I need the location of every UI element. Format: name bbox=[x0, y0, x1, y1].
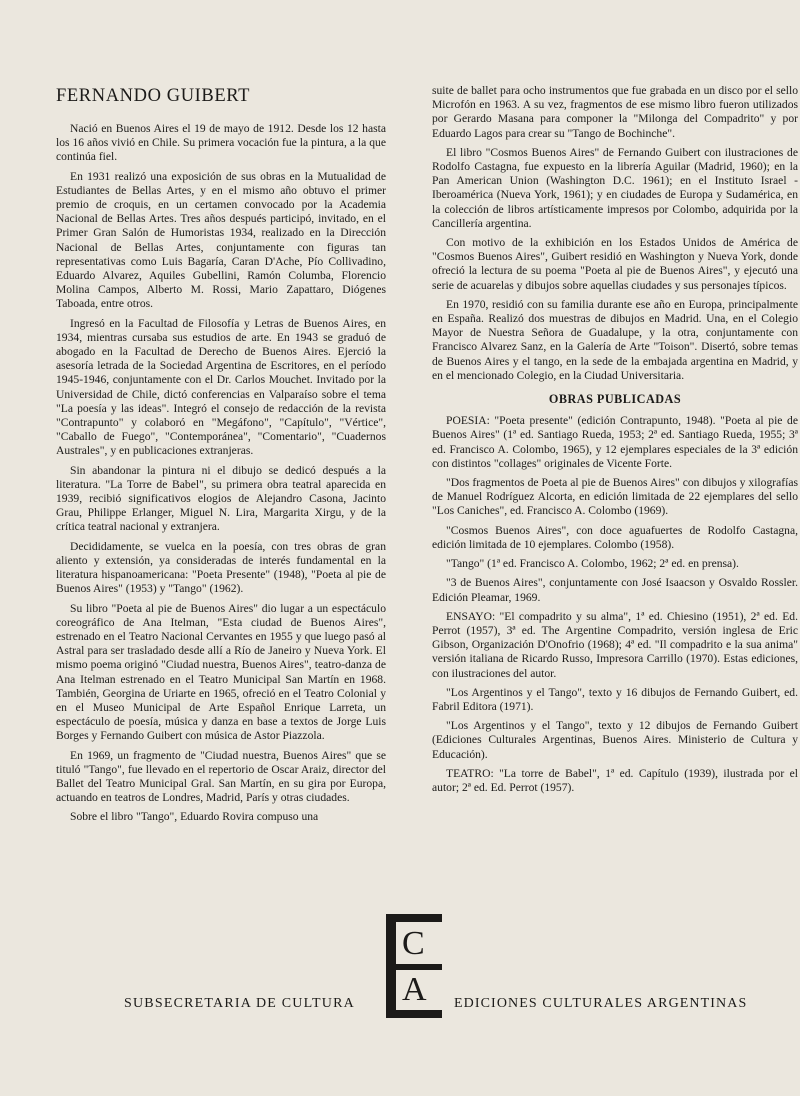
publisher-logo bbox=[386, 914, 444, 1018]
paragraph: Ingresó en la Facultad de Filosofía y Letras de Buenos Aires, en 1934, mientras cursaba sus estudios de arte. En 1943 se graduó de abogado en la Facultad de Derecho de Buenos Aires. Ejerció la asesoría letrada de la Sociedad Argentina de Escritores, en el período 1945-1946, conjuntamente con el Dr. Carlos Mouchet. Invitado por la Universidad de Chile, dictó conferencias en Valparaíso sobre el tema "La poesía y las ideas". Integró el consejo de redacción de la revista "Contrapunto" y colaboró en "Megáfono", "Capítulo", "Vértice", "Caballo de Fuego", "Contemporánea", "Comentario", "Cuadernos Australes", y en publicaciones extranjeras. bbox=[56, 316, 386, 458]
works-item: "3 de Buenos Aires", conjuntamente con José Isaacson y Osvaldo Rossler. Edición Pleamar, 1969. bbox=[432, 576, 798, 604]
right-column bbox=[432, 84, 798, 800]
works-item: TEATRO: "La torre de Babel", 1ª ed. Capítulo (1939), ilustrada por el autor; 2ª ed. Ed. Perrot (1957). bbox=[432, 766, 798, 794]
paragraph: Sin abandonar la pintura ni el dibujo se dedicó después a la literatura. "La Torre de Babel", su primera obra teatral aparecida en 1939, recibió significativos elogios de Alejandro Casona, Jacinto Grau, Philippe Erlanger, Miguel N. Lira, Margarita Xirgu, y de la crítica teatral nacional y extranjera. bbox=[56, 463, 386, 534]
logo-bar bbox=[386, 964, 442, 970]
works-item: "Los Argentinos y el Tango", texto y 12 dibujos de Fernando Guibert (Ediciones Culturales Argentinas, Buenos Aires. Ministerio de Cultura y Educación). bbox=[432, 719, 798, 761]
left-column bbox=[56, 122, 386, 830]
logo-letter-c: C bbox=[402, 925, 425, 962]
works-item: "Los Argentinos y el Tango", texto y 16 dibujos de Fernando Guibert, ed. Fabril Editora (1971). bbox=[432, 685, 798, 713]
logo-bar bbox=[386, 914, 442, 922]
works-item: ENSAYO: "El compadrito y su alma", 1ª ed. Chiesino (1951), 2ª ed. Ed. Perrot (1957), 3ª ed. The Argentine Compadrito, versión inglesa de Eric Gibson, Organización D'Onofrio (1968); 4ª ed. "Il compadrito e la sua anima" versión italiana de Ricardo Russo, Impresora Carrillo (1970). Estas ediciones, con ilustraciones del autor. bbox=[432, 609, 798, 680]
paragraph: Su libro "Poeta al pie de Buenos Aires" dio lugar a un espectáculo coreográfico de Ana Itelman, "Esta ciudad de Buenos Aires", estrenado en el Teatro Nacional Cervantes en 1955 y que luego pasó al Astral para ser trasladado desde allí a Río de Janeiro y Nueva York. El mismo poema originó "Ciudad nuestra, Buenos Aires", teatro-danza de Ana Itelman estrenado en el Teatro Municipal San Martín en 1968. También, Georgina de Uriarte en 1965, ofreció en el Teatro Colonial y en el Museo Municipal de Arte Español Enrique Larreta, un espectáculo de poesía, música y danza en base a textos de Jorge Luis Borges y Fernando Guibert con música de Astor Piazzola. bbox=[56, 601, 386, 743]
works-item: POESIA: "Poeta presente" (edición Contrapunto, 1948). "Poeta al pie de Buenos Aires" (1ª ed. Santiago Rueda, 1953; 2ª ed. Santiago Rueda, 1955; 3ª ed. Francisco A. Colombo, 1965), y 12 ejemplares especiales de la 3ª edición con distintos "collages" originales de Vicente Forte. bbox=[432, 414, 798, 470]
paragraph: Decididamente, se vuelca en la poesía, con tres obras de gran aliento y extensión, ya consideradas de interés fundamental en la literatura hispanoamericana: "Poeta Presente" (1948), "Poeta al pie de Buenos Aires" (1953) y "Tango" (1962). bbox=[56, 539, 386, 596]
logo-letter-a: A bbox=[402, 971, 427, 1008]
paragraph: En 1969, un fragmento de "Ciudad nuestra, Buenos Aires" que se tituló "Tango", fue llevado en el repertorio de Oscar Araiz, director del Ballet del Teatro Municipal Gral. San Martín, en su gira por Europa, actuando en teatros de Londres, Madrid, París y otras ciudades. bbox=[56, 748, 386, 805]
paragraph: Nació en Buenos Aires el 19 de mayo de 1912. Desde los 12 hasta los 16 años vivió en Chile. Su primera vocación fue la pintura, a la que continúa fiel. bbox=[56, 122, 386, 164]
footer-publisher-left: SUBSECRETARIA DE CULTURA bbox=[124, 996, 355, 1011]
paragraph: El libro "Cosmos Buenos Aires" de Fernando Guibert con ilustraciones de Rodolfo Castagna, fue expuesto en la librería Aguilar (Madrid, 1960); en la Pan American Union (Washington D.C. 1961); en el Instituto Israel - Iberoamérica (Nueva York, 1961); y en ciudades de Europa y Sudamérica, en la colección de libros artísticamente impresos por Colombo, adquirida por la Cancillería argentina. bbox=[432, 145, 798, 230]
page-title: FERNANDO GUIBERT bbox=[56, 86, 251, 106]
footer bbox=[0, 886, 800, 1026]
paragraph: En 1931 realizó una exposición de sus obras en la Mutualidad de Estudiantes de Bellas Artes, y en el mismo año obtuvo el primer premio de croquis, en un certamen convocado por la Academia Nacional de Bellas Artes. Tres años después participó, invitado, en el Primer Gran Salón de Humoristas 1934, realizado en la Dirección Nacional de Bellas Artes, conjuntamente con figuras tan representativas como Luis Bagaría, Caran D'Ache, Pío Collivadino, Eduardo Alvarez, Aquiles Gubellini, Ramón Columba, Florencio Molina Campos, Alberto M. Rossi, Mario Zapattaro, Diógenes Taboada, entre otros. bbox=[56, 169, 386, 311]
works-item: "Tango" (1ª ed. Francisco A. Colombo, 1962; 2ª ed. en prensa). bbox=[446, 557, 739, 571]
footer-publisher-right: EDICIONES CULTURALES ARGENTINAS bbox=[454, 996, 748, 1011]
paragraph-continuation: suite de ballet para ocho instrumentos que fue grabada en un disco por el sello Microfón en 1963. A su vez, fragmentos de ese mismo libro fueron utilizados por Gerardo Masana para componer la "Milonga del Compadrito" y por Eduardo Lagos para crear su "Tango de Bochinche". bbox=[432, 84, 798, 140]
paragraph: Con motivo de la exhibición en los Estados Unidos de América de "Cosmos Buenos Aires", Guibert residió en Washington y Nueva York, donde ofreció la lectura de su poema "Poeta al pie de Buenos Aires", y ejecutó una serie de acuarelas y dibujos sobre aquellas ciudades y sus personajes típicos. bbox=[432, 236, 798, 292]
paragraph: Sobre el libro "Tango", Eduardo Rovira compuso una bbox=[70, 810, 319, 824]
logo-bar bbox=[386, 1010, 442, 1018]
paragraph: En 1970, residió con su familia durante ese año en Europa, principalmente en España. Realizó dos muestras de dibujos en Madrid. Una, en el Colegio Mayor de Nuestra Señora de Guadalupe, y la otra, conjuntamente con Francisco Alvarez Sanz, en la Galería de Arte "Toison". Disertó, sobre temas de Buenos Aires y el tango, en la sede de la embajada argentina en Madrid, y en el mencionado Colegio, en la Ciudad Universitaria. bbox=[432, 297, 798, 382]
works-item: "Dos fragmentos de Poeta al pie de Buenos Aires" con dibujos y xilografías de Manuel Rodríguez Alcorta, en edición limitada de 22 ejemplares del sello "Los Caniches", ed. Francisco A. Colombo (1969). bbox=[432, 476, 798, 518]
works-item: "Cosmos Buenos Aires", con doce aguafuertes de Rodolfo Castagna, edición limitada de 10 ejemplares. Colombo (1958). bbox=[432, 523, 798, 551]
works-heading: OBRAS PUBLICADAS bbox=[548, 392, 682, 407]
